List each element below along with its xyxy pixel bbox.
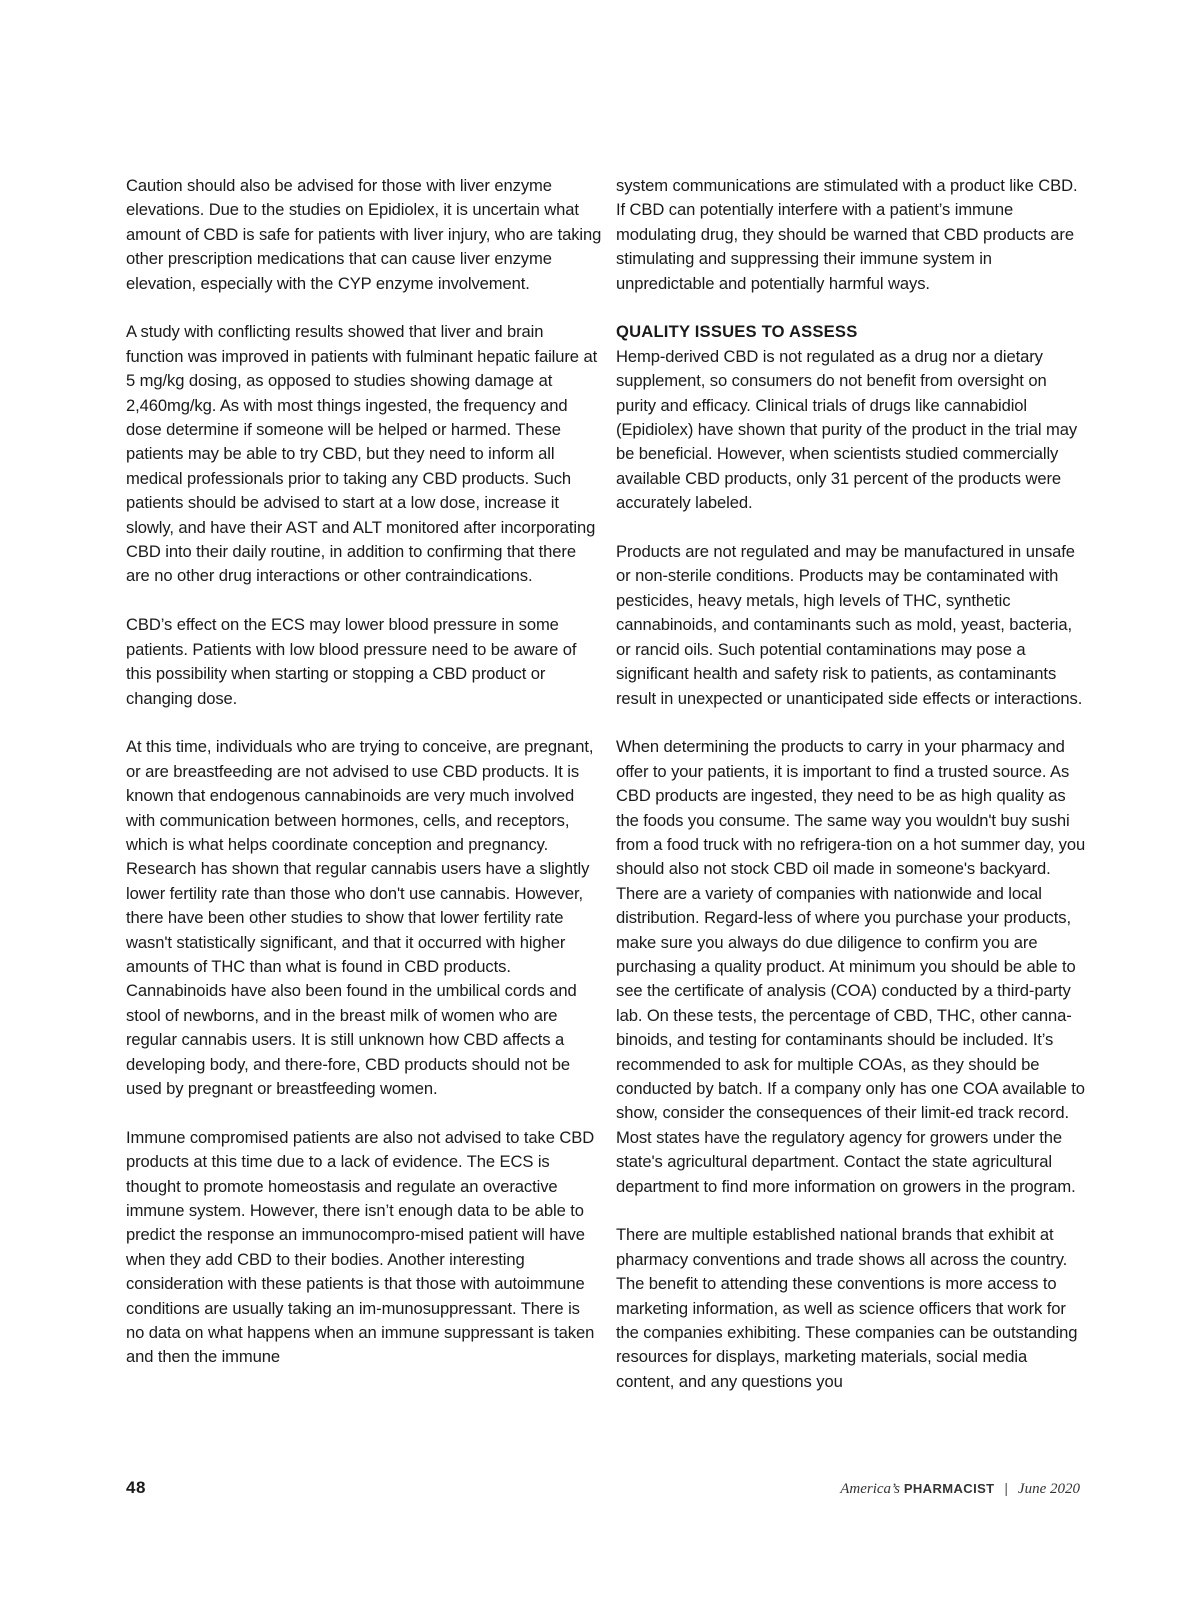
paragraph-national-brands: There are multiple established national brands that exhibit at pharmacy conventions and trade shows all across the country. The benefit to attending these conventions is more access to marketing information, as well as science officers that work for the companies exhibiting. These companies can be outstanding resources for displays, marketing materials, social media content, and any questions you [616,1225,1078,1391]
footer-separator: | [1004,1480,1009,1496]
paragraph-immune-compromised: Immune compromised patients are also not advised to take CBD products at this time due to a lack of evidence. The ECS is thought to promote homeostasis and regulate an overactive immune system. However, there isn’t enough data to be able to predict the response an immunocompro-mised patient will have when they add CBD to their bodies. Another interesting consideration with these patients is that those with autoimmune conditions are usually taking an im-munosuppressant. There is no data on what happens when an immune suppressant is taken and then the immune [126,1127,595,1367]
paragraph-blood-pressure: CBD’s effect on the ECS may lower blood pressure in some patients. Patients with low blood pressure need to be aware of this possibility when starting or stopping a CBD product or changing dose. [126,615,577,708]
paragraph-hemp-regulation: Hemp-derived CBD is not regulated as a drug nor a dietary supplement, so consumers do not benefit from oversight on purity and efficacy. Clinical trials of drugs like cannabidiol (Epidiolex) have shown that purity of the product in the trial may be beneficial. However, when scientists studied commercially available CBD products, only 31 percent of the products were accurately labeled. [616,346,1078,513]
paragraph-trusted-source: When determining the products to carry in your pharmacy and offer to your patients, it is important to find a trusted source. As CBD products are ingested, they need to be as high quality as the foods you consume. The same way you wouldn't buy sushi from a food truck with no refrigera-tion on a hot summer day, you should also not stock CBD oil made in someone's backyard. There are a variety of companies with nationwide and local distribution. Regard-less of where you purchase your products, make sure you always do due diligence to confirm you are purchasing a quality product. At minimum you should be able to see the certificate of analysis (COA) conducted by a third-party lab. On these tests, the percentage of CBD, THC, other canna-binoids, and testing for contaminants should be included. It’s recommended to ask for multiple COAs, as they should be conducted by batch. If a company only has one COA available to show, consider the consequences of their limit-ed track record. Most states have the regulatory agency for growers under the state's agricultural department. Contact the state agricultural department to find more information on growers in the program. [616,737,1086,1196]
magazine-prefix: America’s [840,1481,900,1497]
magazine-name: PHARMACIST [903,1481,995,1496]
paragraph-contamination: Products are not regulated and may be manufactured in unsafe or non-sterile conditions. Products may be contaminated with pesticides, heavy metals, high levels of THC, synthetic cannabinoids, and contaminants such as mold, yeast, bacteria, or rancid oils. Such potential contaminations may pose a significant health and safety risk to patients, as contaminants result in unexpected or unanticipated side effects or interactions. [616,542,1083,708]
right-column [616,174,1086,1394]
issue-date: June 2020 [1017,1481,1080,1497]
paragraph-liver-caution: Caution should also be advised for those with liver enzyme elevations. Due to the studies on Epidiolex, it is uncertain what amount of CBD is safe for patients with liver injury, who are taking other prescription medications that can cause liver enzyme elevation, especially with the CYP enzyme involvement. [126,176,602,293]
paragraph-immune-continued: system communications are stimulated with a product like CBD. If CBD can potentially interfere with a patient’s immune modulating drug, they should be warned that CBD products are stimulating and suppressing their immune system in unpredictable and potentially harmful ways. [616,176,1078,293]
paragraph-liver-study: A study with conflicting results showed that liver and brain function was improved in patients with fulminant hepatic failure at 5 mg/kg dosing, as opposed to studies showing damage at 2,460mg/kg. As with most things ingested, the frequency and dose determine if someone will be helped or harmed. These patients may be able to try CBD, but they need to inform all medical professionals prior to taking any CBD products. Such patients should be advised to start at a low dose, increase it slowly, and have their AST and ALT monitored after incorporating CBD into their daily routine, in addition to confirming that there are no other drug interactions or other contraindications. [126,322,598,586]
paragraph-pregnancy: At this time, individuals who are trying to conceive, are pregnant, or are breastfeeding are not advised to use CBD products. It is known that endogenous cannabinoids are very much involved with communication between hormones, cells, and receptors, which is what helps coordinate conception and pregnancy. Research has shown that regular cannabis users have a slightly lower fertility rate than those who don't use cannabis. However, there have been other studies to show that lower fertility rate wasn't statistically significant, and that it occurred with higher amounts of THC than what is found in CBD products. Cannabinoids have also been found in the umbilical cords and stool of newborns, and in the breast milk of women who are regular cannabis users. It is still unknown how CBD affects a developing body, and there-fore, CBD products should not be used by pregnant or breastfeeding women. [126,737,594,1098]
page-number: 48 [126,1478,146,1497]
section-heading-quality-issues: QUALITY ISSUES TO ASSESS [616,322,858,342]
left-column [126,174,602,1370]
running-footer [840,1480,1080,1498]
